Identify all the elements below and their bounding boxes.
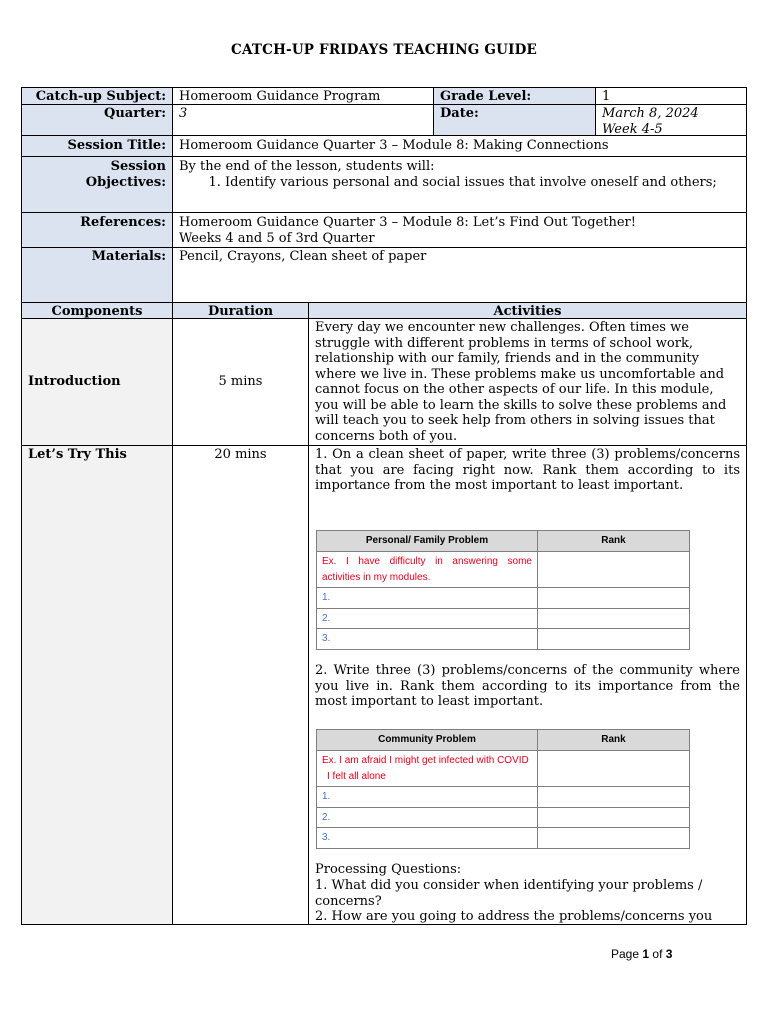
objectives-list — [179, 175, 740, 191]
of-word: of — [652, 947, 663, 961]
rank-cell — [538, 629, 690, 650]
page-current: 1 — [642, 947, 650, 961]
date-text: March 8, 2024 — [602, 106, 699, 121]
page-word: Page — [611, 947, 640, 961]
community-example-line1: Ex. I am afraid I might get infected with COVID — [322, 755, 529, 766]
rank-header: Rank — [538, 531, 690, 552]
step1-text: 1. On a clean sheet of paper, write three (3) problems/concerns that you are facing right now. Rank them according to its importance from the most important to least important. — [315, 447, 740, 493]
subject-label: Catch-up Subject: — [21, 87, 173, 105]
date-value — [595, 104, 747, 136]
subject-value: Homeroom Guidance Program — [172, 87, 434, 105]
objectives-label-line2: Objectives: — [85, 174, 166, 190]
rank-cell — [538, 807, 690, 828]
lets-try-component: Let’s Try This — [21, 445, 173, 925]
rank-cell — [538, 552, 690, 588]
session-title-label: Session Title: — [21, 135, 173, 157]
table-row: 1. — [317, 588, 538, 609]
table-row: 3. — [317, 629, 538, 650]
rank-cell — [538, 787, 690, 808]
rank-cell — [538, 751, 690, 787]
grade-value: 1 — [595, 87, 747, 105]
processing-question-1: 1. What did you consider when identifying your problems / concerns? — [315, 878, 703, 909]
processing-title: Processing Questions: — [315, 862, 462, 877]
references-line2: Weeks 4 and 5 of 3rd Quarter — [179, 230, 375, 246]
community-problem-header: Community Problem — [317, 730, 538, 751]
references-label: References: — [21, 212, 173, 248]
personal-example: Ex. I have difficulty in answering some activities in my modules. — [317, 552, 538, 588]
objective-item: 1. Identify various personal and social issues that involve oneself and others; — [225, 175, 740, 191]
table-row: 1. — [317, 787, 538, 808]
session-title-value: Homeroom Guidance Quarter 3 – Module 8: Making Connections — [172, 135, 747, 157]
references-line1: Homeroom Guidance Quarter 3 – Module 8: Let’s Find Out Together! — [179, 215, 636, 230]
references-value — [172, 212, 747, 248]
document-title: CATCH-UP FRIDAYS TEACHING GUIDE — [231, 42, 537, 58]
page-total: 3 — [665, 947, 673, 961]
duration-header: Duration — [172, 302, 309, 319]
date-label: Date: — [433, 104, 596, 136]
grade-label: Grade Level: — [433, 87, 596, 105]
introduction-activity: Every day we encounter new challenges. Often times we struggle with different problems in terms of school work, relationship with our family, friends and in the community where we live in. These problems make us uncomfortable and cannot focus on the other aspects of our life. In this module, you will be able to learn the skills to solve these problems and will teach you to seek help from others in solving issues that concerns both of you. — [308, 318, 747, 446]
components-header: Components — [21, 302, 173, 319]
page-footer — [611, 947, 672, 961]
objectives-intro: By the end of the lesson, students will: — [179, 159, 435, 174]
community-example-line2: I felt all alone — [327, 770, 386, 782]
objectives-value — [172, 156, 747, 213]
table-row: 2. — [317, 608, 538, 629]
community-example — [317, 751, 538, 787]
objectives-label-line1: Session — [110, 159, 166, 174]
rank-cell — [538, 588, 690, 609]
quarter-value: 3 — [172, 104, 434, 136]
lets-try-activity — [308, 445, 747, 925]
table-row: 3. — [317, 828, 538, 849]
processing-question-2: 2. How are you going to address the problems/concerns you — [315, 909, 713, 924]
materials-value: Pencil, Crayons, Clean sheet of paper — [172, 247, 747, 303]
introduction-duration: 5 mins — [172, 318, 309, 446]
rank-cell — [538, 828, 690, 849]
community-problem-table — [316, 729, 690, 849]
week-text: Week 4-5 — [602, 121, 663, 136]
materials-label: Materials: — [21, 247, 173, 303]
personal-problem-header: Personal/ Family Problem — [317, 531, 538, 552]
table-row: 2. — [317, 807, 538, 828]
personal-problem-table — [316, 530, 690, 650]
objectives-label — [21, 156, 173, 213]
rank-header: Rank — [538, 730, 690, 751]
rank-cell — [538, 608, 690, 629]
lets-try-duration: 20 mins — [172, 445, 309, 925]
introduction-component: Introduction — [21, 318, 173, 446]
step2-text: 2. Write three (3) problems/concerns of the community where you live in. Rank them according to its importance from the most important to least important. — [315, 663, 740, 709]
activities-header: Activities — [308, 302, 747, 319]
quarter-label: Quarter: — [21, 104, 173, 136]
